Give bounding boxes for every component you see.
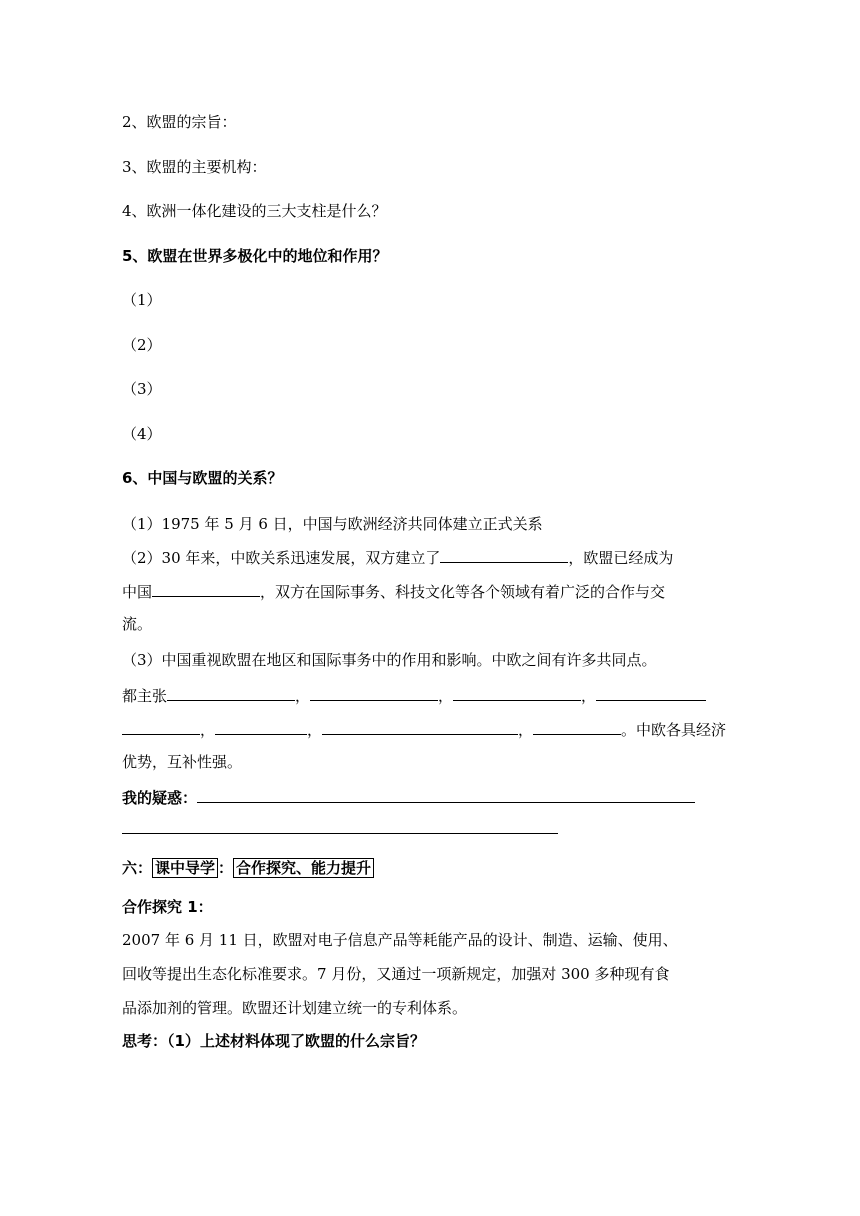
q5-heading: 5、欧盟在世界多极化中的地位和作用？ xyxy=(122,247,388,265)
q6-p2-text-a: （2）30 年来，中欧关系迅速发展，双方建立了 xyxy=(122,549,441,567)
inquiry-text-1: 2007 年 6 月 11 日，欧盟对电子信息产品等耗能产品的设计、制造、运输、使用、 xyxy=(122,931,678,949)
q6-p2-text-b: ，欧盟已经成为 xyxy=(568,549,674,567)
doubt-blank-line-2[interactable] xyxy=(122,833,558,834)
doubt-blank[interactable] xyxy=(197,786,695,803)
answer-blank[interactable] xyxy=(596,684,706,701)
q5-item-4: （4） xyxy=(122,425,162,443)
q6-paragraph-3-line-1: （3）中国重视欧盟在地区和国际事务中的作用和影响。中欧之间有许多共同点。 xyxy=(122,651,657,669)
comma: ， xyxy=(295,687,311,705)
q6-p3-text-c: 。中欧各具经济 xyxy=(621,721,727,739)
section-six-box-1: 课中导学 xyxy=(152,858,218,878)
inquiry-text-2: 回收等提出生态化标准要求。7 月份，又通过一项新规定，加强对 300 多种现有食 xyxy=(122,965,670,983)
answer-blank[interactable] xyxy=(215,718,307,735)
inquiry-title: 合作探究 1： xyxy=(122,898,213,916)
answer-blank[interactable] xyxy=(440,546,568,563)
comma: ， xyxy=(438,687,454,705)
comma: ， xyxy=(518,721,534,739)
q6-paragraph-3-line-2 xyxy=(122,684,706,706)
q6-paragraph-2-line-3: 流。 xyxy=(122,615,153,633)
section-six-sep: ： xyxy=(218,859,234,877)
answer-blank[interactable] xyxy=(453,684,581,701)
q6-p2-text-c: 中国 xyxy=(122,583,153,601)
q6-paragraph-2-line-1 xyxy=(122,546,673,568)
answer-blank[interactable] xyxy=(122,718,200,735)
answer-blank[interactable] xyxy=(167,684,295,701)
q5-item-3: （3） xyxy=(122,380,162,398)
q5-item-1: （1） xyxy=(122,291,162,309)
inquiry-question: 思考：（1）上述材料体现了欧盟的什么宗旨？ xyxy=(122,1032,425,1050)
section-six-heading xyxy=(122,858,374,878)
answer-blank[interactable] xyxy=(310,684,438,701)
answer-blank[interactable] xyxy=(322,718,518,735)
comma: ， xyxy=(307,721,323,739)
q6-heading: 6、中国与欧盟的关系？ xyxy=(122,469,283,487)
q4-line: 4、欧洲一体化建设的三大支柱是什么？ xyxy=(122,202,387,220)
doubt-label: 我的疑惑： xyxy=(122,789,198,807)
q6-paragraph-3-line-4: 优势，互补性强。 xyxy=(122,753,243,771)
q6-paragraph-3-line-3 xyxy=(122,718,726,740)
answer-blank[interactable] xyxy=(152,580,260,597)
q5-item-2: （2） xyxy=(122,336,162,354)
comma: ， xyxy=(200,721,216,739)
section-six-prefix: 六： xyxy=(122,859,153,877)
q2-line: 2、欧盟的宗旨： xyxy=(122,113,237,131)
q3-line: 3、欧盟的主要机构： xyxy=(122,158,267,176)
q6-p3-text-b: 都主张 xyxy=(122,687,168,705)
q6-paragraph-1: （1）1975 年 5 月 6 日，中国与欧洲经济共同体建立正式关系 xyxy=(122,515,543,533)
section-six-box-2: 合作探究、能力提升 xyxy=(233,858,374,878)
answer-blank[interactable] xyxy=(533,718,621,735)
q6-p2-text-d: ，双方在国际事务、科技文化等各个领域有着广泛的合作与交 xyxy=(260,583,666,601)
doubt-line xyxy=(122,786,695,808)
comma: ， xyxy=(581,687,597,705)
q6-paragraph-2-line-2 xyxy=(122,580,665,602)
inquiry-text-3: 品添加剂的管理。欧盟还计划建立统一的专利体系。 xyxy=(122,999,468,1017)
